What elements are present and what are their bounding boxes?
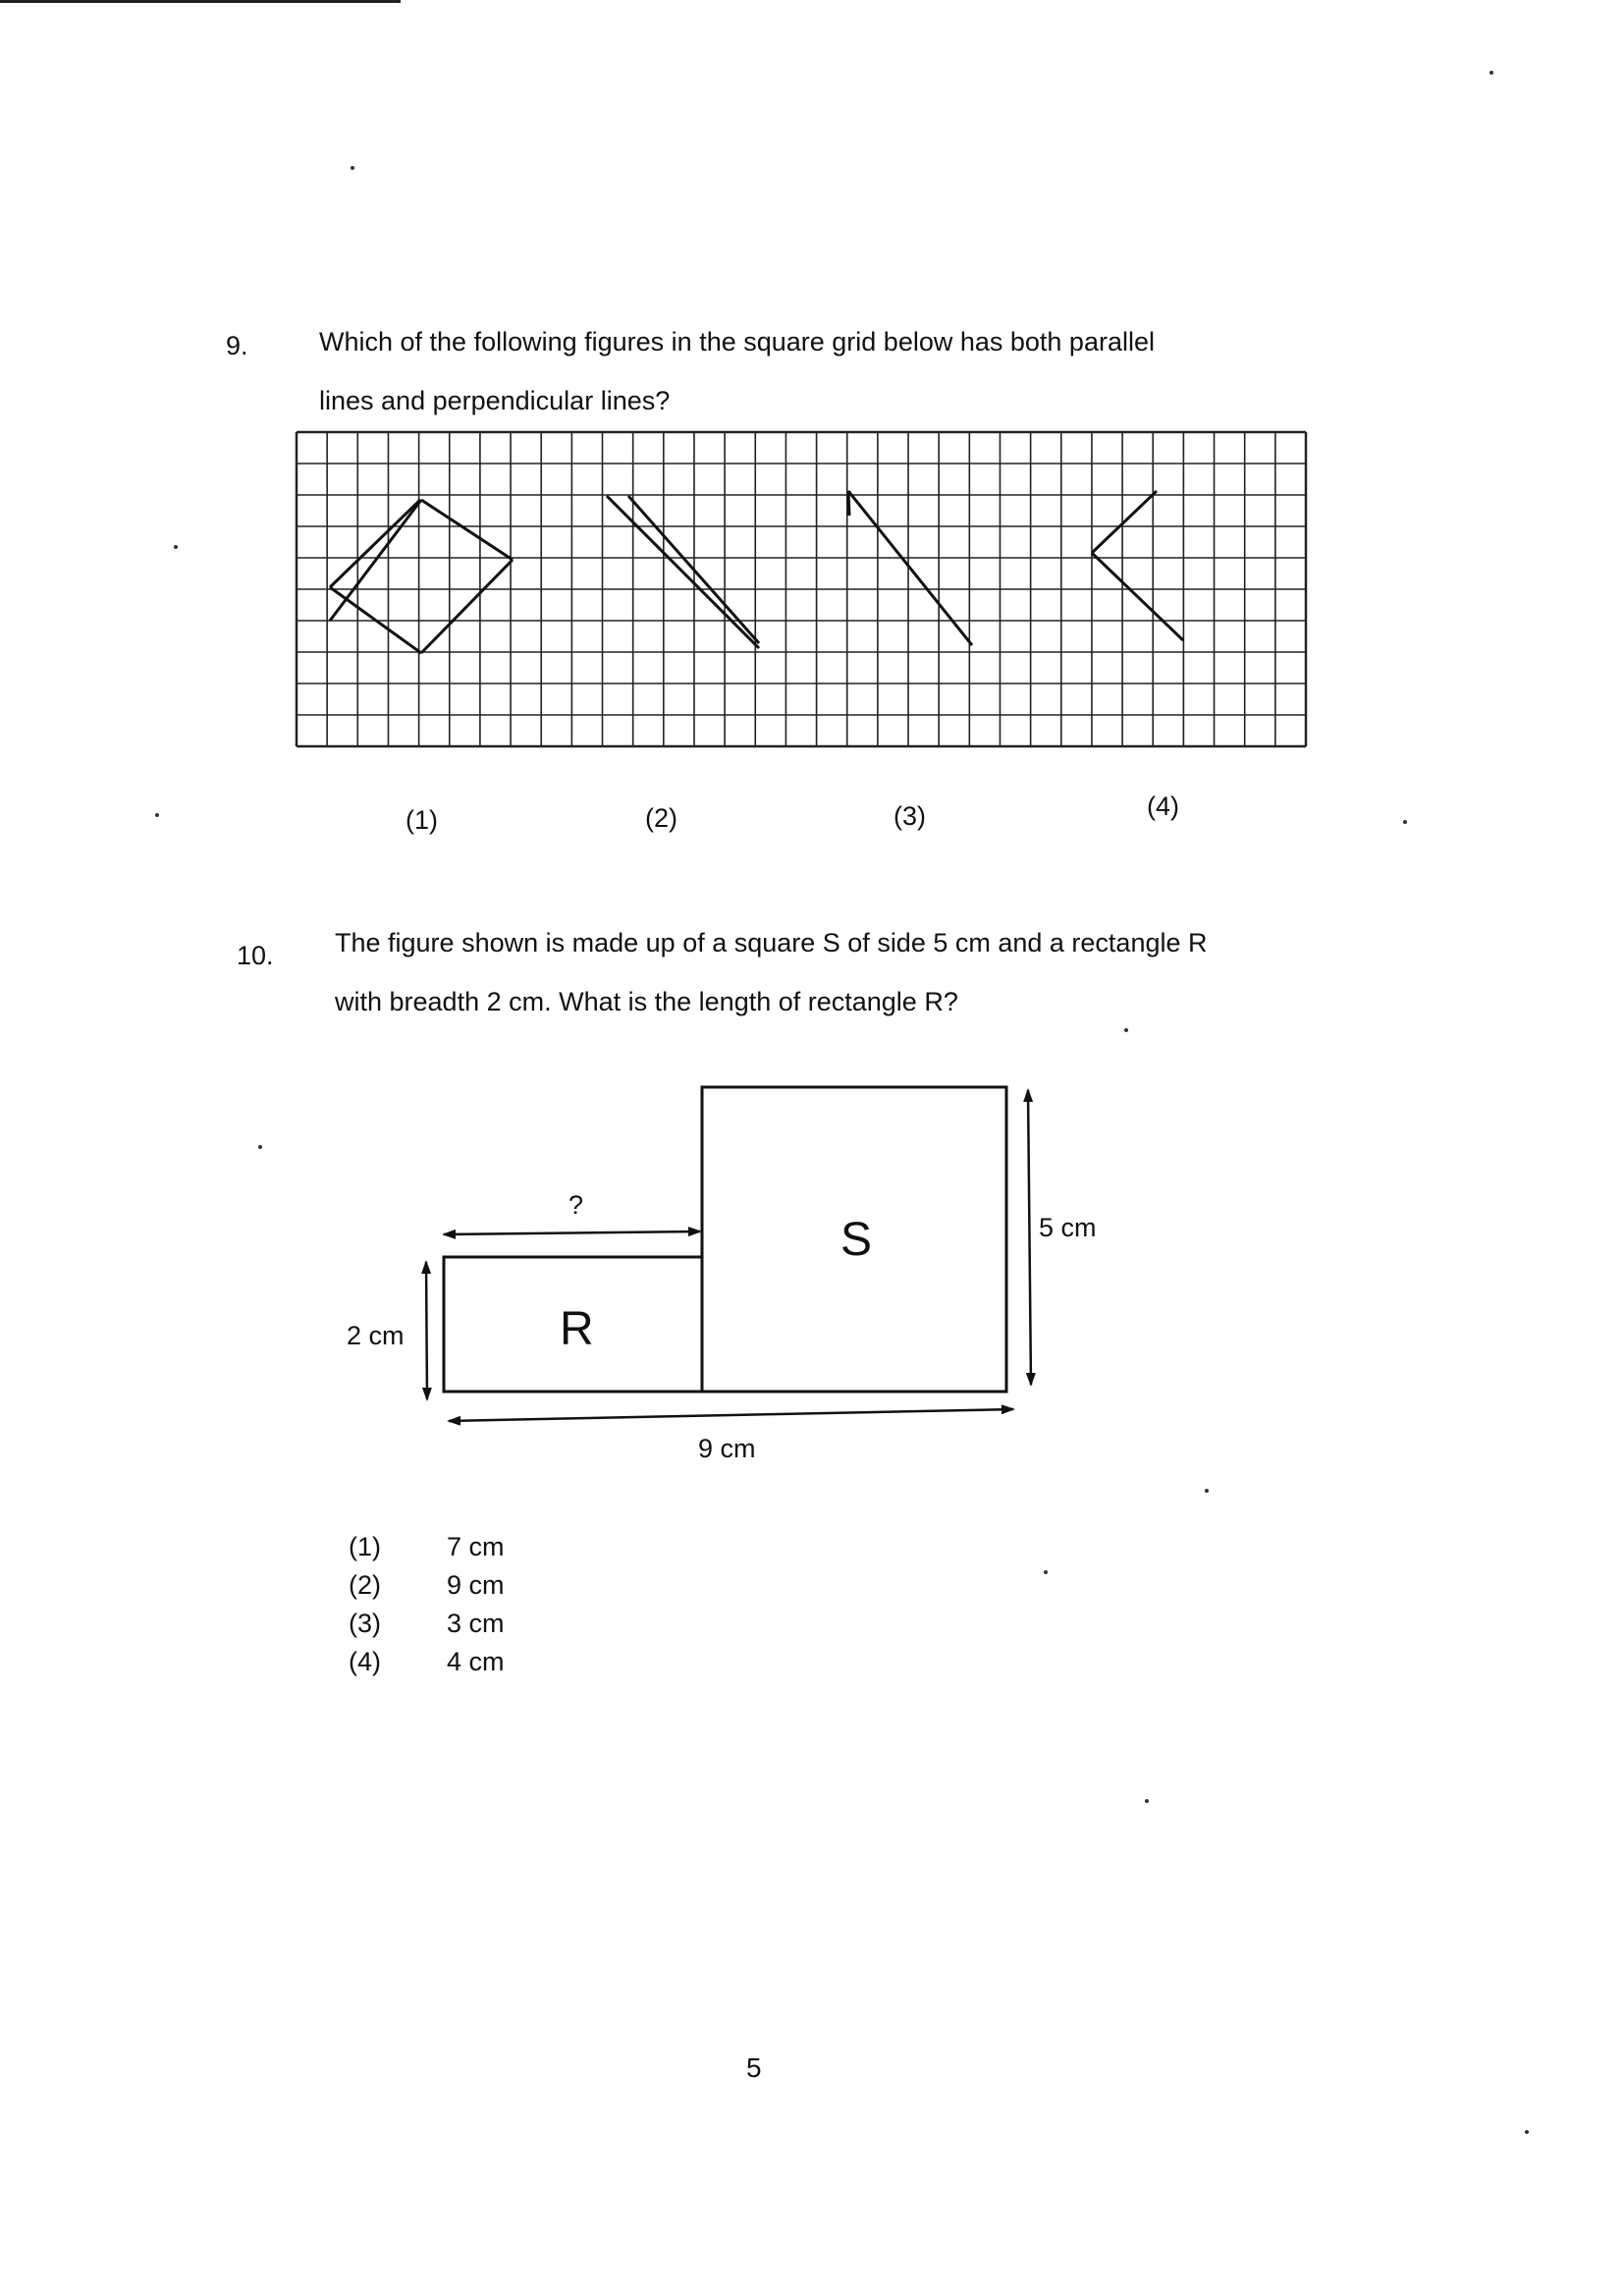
- q10-answer-1-num: (1): [349, 1532, 381, 1561]
- q9-option-3[interactable]: (3): [893, 801, 926, 831]
- question-9-text-line1: Which of the following figures in the square grid below has both parallel: [319, 327, 1155, 356]
- total-length-label: 9 cm: [698, 1434, 756, 1463]
- scan-speck: [1145, 1799, 1149, 1803]
- q10-answer-3-num: (3): [349, 1609, 381, 1638]
- q9-option-4[interactable]: (4): [1147, 792, 1179, 821]
- square-side-arrow: [1028, 1090, 1031, 1385]
- scan-speck: [258, 1145, 262, 1149]
- q9-option-2[interactable]: (2): [645, 803, 677, 833]
- q10-answer-4[interactable]: [349, 1647, 643, 1686]
- q10-answer-4-num: (4): [349, 1647, 381, 1676]
- total-length-arrow: [449, 1409, 1013, 1421]
- q10-answer-2-value: 9 cm: [447, 1570, 505, 1600]
- scan-speck: [1525, 2130, 1529, 2134]
- q10-answer-3-value: 3 cm: [447, 1609, 505, 1638]
- question-10-text-line2: with breadth 2 cm. What is the length of rectangle R?: [335, 987, 958, 1016]
- scan-speck: [155, 813, 159, 817]
- page-number: 5: [746, 2052, 762, 2083]
- unknown-length-label: ?: [568, 1190, 584, 1220]
- question-10-text-line1: The figure shown is made up of a square S of side 5 cm and a rectangle R: [335, 928, 1208, 957]
- scan-speck: [1489, 71, 1493, 75]
- q9-option-1[interactable]: (1): [406, 805, 438, 835]
- q10-answer-3[interactable]: [349, 1609, 643, 1648]
- scan-speck: [1205, 1489, 1209, 1493]
- q10-answer-1-value: 7 cm: [447, 1532, 505, 1561]
- square-side-label: 5 cm: [1039, 1213, 1097, 1242]
- question-10-number: 10.: [237, 941, 274, 970]
- scan-speck: [1124, 1028, 1128, 1032]
- scan-speck: [174, 545, 178, 549]
- question-9-text-line2: lines and perpendicular lines?: [319, 386, 671, 415]
- q10-answer-4-value: 4 cm: [447, 1647, 505, 1676]
- q10-answer-1[interactable]: [349, 1532, 643, 1571]
- q10-answer-2-num: (2): [349, 1570, 381, 1600]
- rectangle-r-label: R: [560, 1303, 594, 1355]
- q10-answer-2[interactable]: [349, 1570, 643, 1610]
- question-9-number: 9.: [226, 331, 248, 360]
- scan-speck: [1403, 820, 1407, 824]
- scan-speck: [351, 166, 354, 170]
- rect-breadth-label: 2 cm: [347, 1321, 405, 1350]
- scan-speck: [1044, 1570, 1048, 1574]
- rect-breadth-arrow: [426, 1262, 427, 1399]
- unknown-length-arrow: [444, 1231, 700, 1234]
- square-s-label: S: [840, 1214, 873, 1266]
